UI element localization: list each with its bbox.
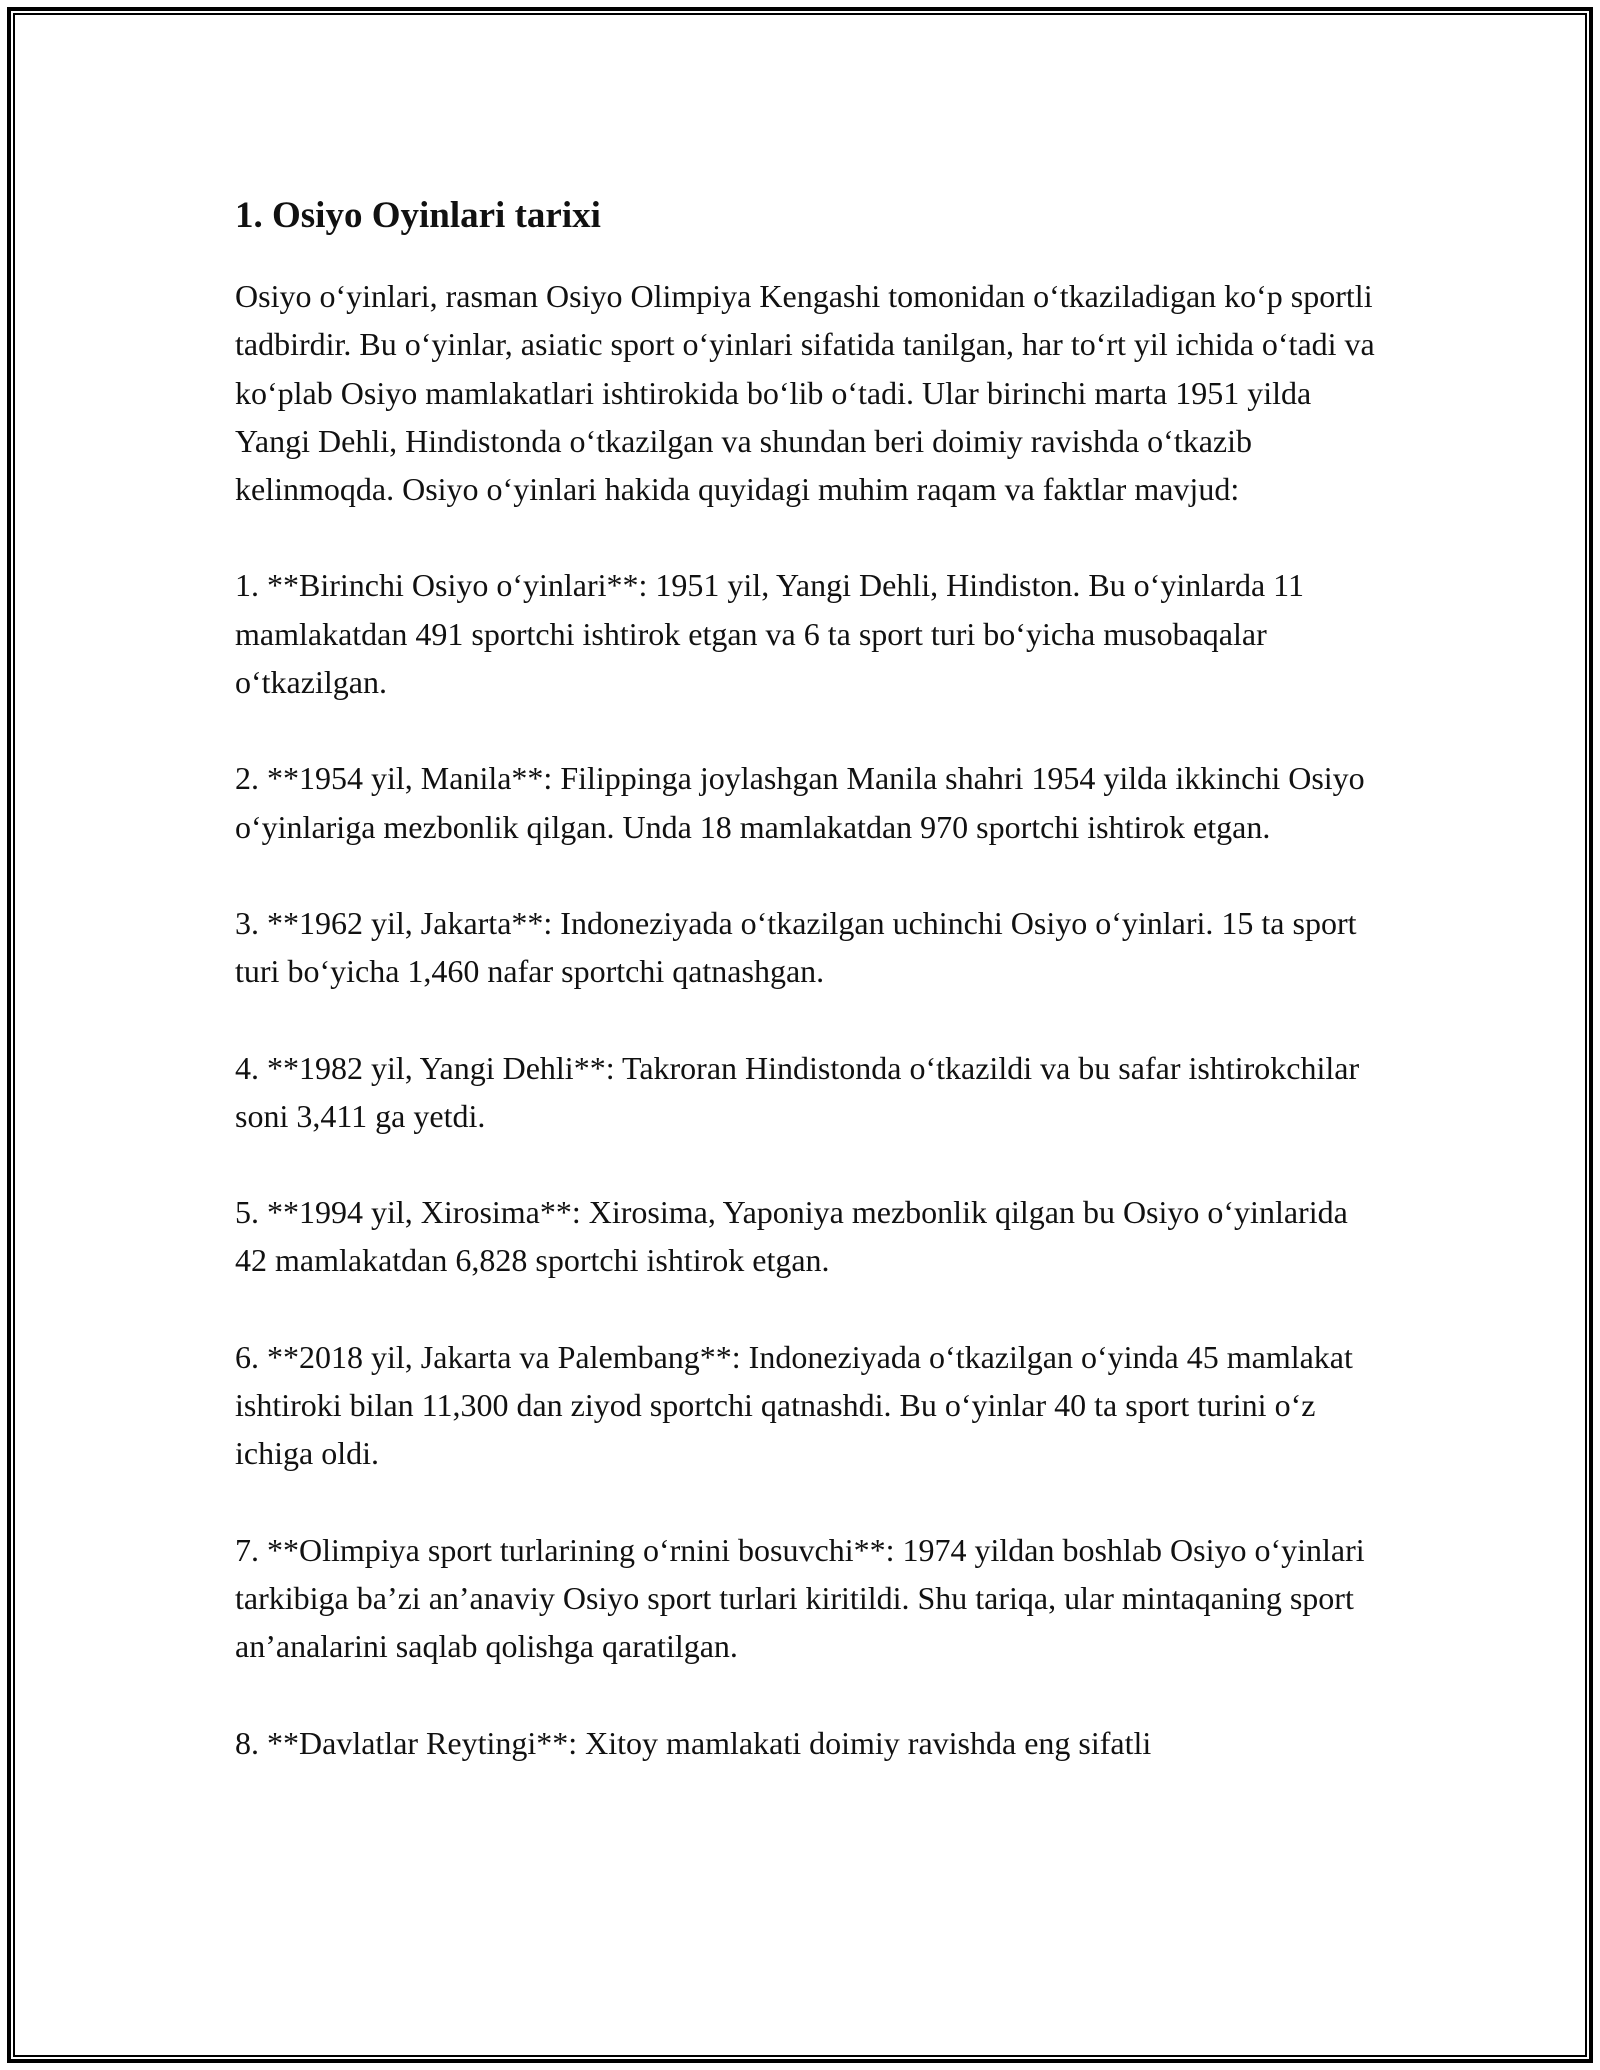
fact-item-1: 1. **Birinchi Osiyo oʻyinlari**: 1951 yil, Yangi Dehli, Hindiston. Bu oʻyinlarda 11 mamlakatdan 491 sportchi ishtirok etgan va 6 ta sport turi boʻyicha musobaqalar oʻtkazilgan. (235, 567, 1304, 701)
fact-item-2: 2. **1954 yil, Manila**: Filippinga joylashgan Manila shahri 1954 yilda ikkinchi Osiyo oʻyinlariga mezbonlik qilgan. Unda 18 mamlakatdan 970 sportchi ishtirok etgan. (235, 760, 1365, 845)
fact-item-7: 7. **Olimpiya sport turlarining oʻrnini bosuvchi**: 1974 yildan boshlab Osiyo oʻyinlari tarkibiga baʼzi anʼanaviy Osiyo sport turlari kiritildi. Shu tariqa, ular mintaqaning sport anʼanalarini saqlab qolishga qaratilgan. (235, 1531, 1365, 1665)
fact-item-3: 3. **1962 yil, Jakarta**: Indoneziyada oʻtkazilgan uchinchi Osiyo oʻyinlari. 15 ta sport turi boʻyicha 1,460 nafar sportchi qatnashgan. (235, 904, 1357, 990)
fact-item-8: 8. **Davlatlar Reytingi**: Xitoy mamlakati doimiy ravishda eng sifatli (235, 1724, 1152, 1761)
section-heading: 1. Osiyo Oyinlari tarixi (235, 195, 601, 236)
fact-item-4: 4. **1982 yil, Yangi Dehli**: Takroran Hindistonda oʻtkazildi va bu safar ishtirokchilar soni 3,411 ga yetdi. (235, 1049, 1360, 1134)
document-body (235, 192, 1375, 1815)
fact-item-5: 5. **1994 yil, Xirosima**: Xirosima, Yaponiya mezbonlik qilgan bu Osiyo oʻyinlarida 42 mamlakatdan 6,828 sportchi ishtirok etgan. (235, 1194, 1348, 1279)
intro-paragraph: Osiyo oʻyinlari, rasman Osiyo Olimpiya Kengashi tomonidan oʻtkaziladigan koʻp sportli tadbirdir. Bu oʻyinlar, asiatic sport oʻyinlari sifatida tanilgan, har toʻrt yil ichida oʻtadi va koʻplab Osiyo mamlakatlari ishtirokida boʻlib oʻtadi. Ular birinchi marta 1951 yilda Yangi Dehli, Hindistonda oʻtkazilgan va shundan beri doimiy ravishda oʻtkazib kelinmoqda. Osiyo oʻyinlari hakida quyidagi muhim raqam va faktlar mavjud: (235, 278, 1375, 508)
fact-item-6: 6. **2018 yil, Jakarta va Palembang**: Indoneziyada oʻtkazilgan oʻyinda 45 mamlakat ishtiroki bilan 11,300 dan ziyod sportchi qatnashdi. Bu oʻyinlar 40 ta sport turini oʻz ichiga oldi. (235, 1338, 1353, 1472)
